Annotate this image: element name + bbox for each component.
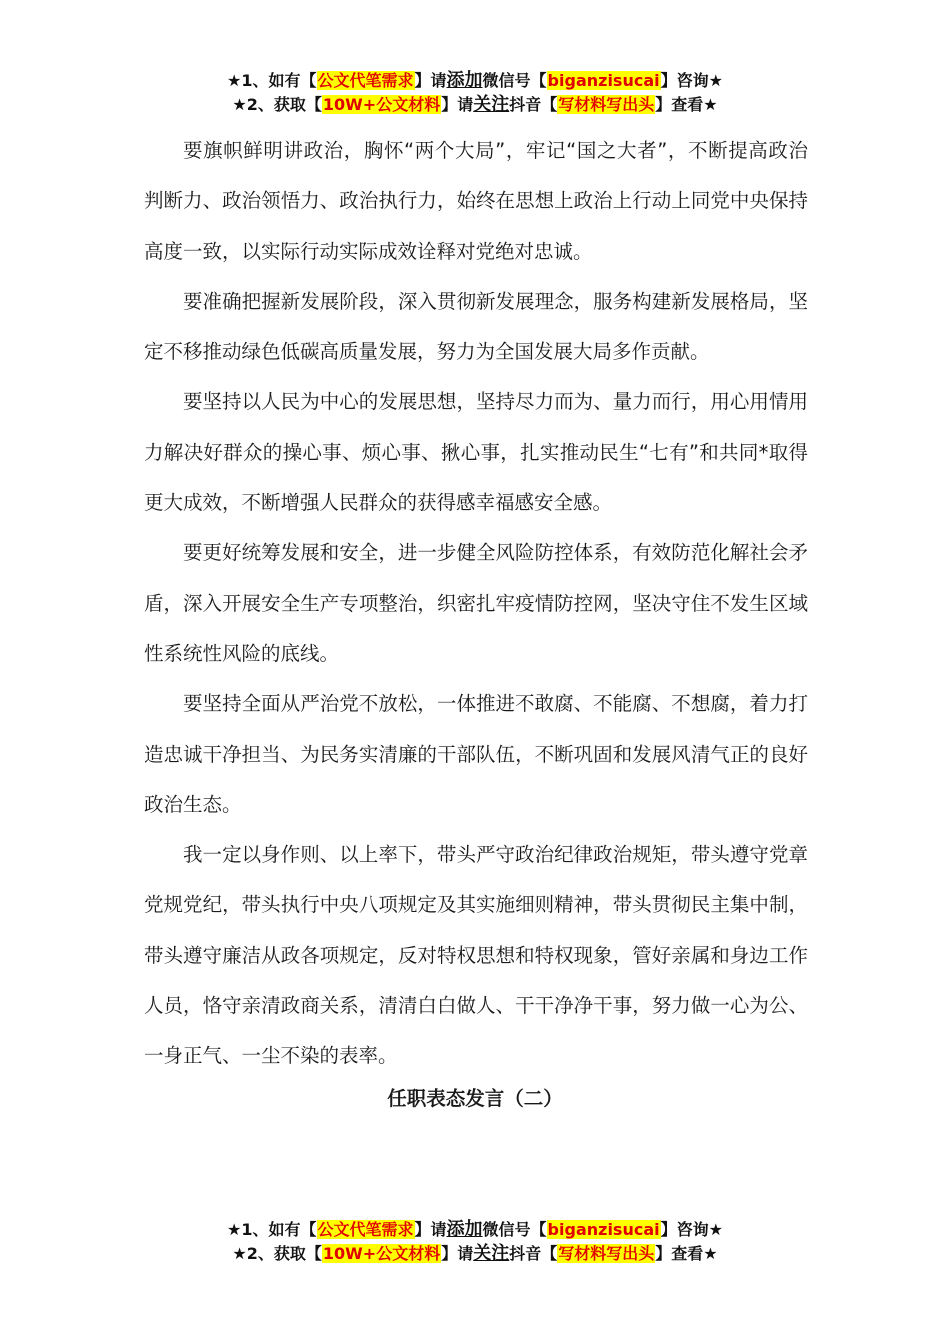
paragraph: 我一定以身作则、以上率下，带头严守政治纪律政治规矩，带头遵守党章党规党纪，带头执行中央八项规定及其实施细则精神，带头贯彻民主集中制，带头遵守廉洁从政各项规定，反对特权思想和特权现象，管好亲属和身边工作人员，恪守亲清政商关系，清清白白做人、干干净净干事，努力做一心为公、一身正气、一尘不染的表率。 <box>144 843 808 1068</box>
highlight-douyin-account: 写材料写出头 <box>558 95 655 114</box>
paragraph: 要坚持以人民为中心的发展思想，坚持尽力而为、量力而行，用心用情用力解决好群众的操心事、烦心事、揪心事，扎实推动民生“七有”和共同*取得更大成效，不断增强人民群众的获得感幸福感安全感。 <box>144 390 808 515</box>
highlight-wechat-id: biganzisucai <box>547 71 660 90</box>
star-icon: ★ <box>232 95 247 114</box>
highlight-materials: 10W+公文材料 <box>322 1244 441 1263</box>
banner-line-1: ★1、如有【公文代笔需求】请添加微信号【biganzisucai】咨询★ <box>227 1219 723 1240</box>
footer-banner <box>0 1218 950 1266</box>
banner-line-2: ★2、获取【10W+公文材料】请关注抖音【写材料写出头】查看★ <box>232 94 718 115</box>
paragraph: 要坚持全面从严治党不放松，一体推进不敢腐、不能腐、不想腐，着力打造忠诚干净担当、为民务实清廉的干部队伍，不断巩固和发展风清气正的良好政治生态。 <box>144 692 808 816</box>
header-banner <box>0 69 950 117</box>
document-body <box>144 126 808 1082</box>
paragraph: 要准确把握新发展阶段，深入贯彻新发展理念，服务构建新发展格局，坚定不移推动绿色低碳高质量发展，努力为全国发展大局多作贡献。 <box>144 289 808 364</box>
banner-line-1: ★1、如有【公文代笔需求】请添加微信号【biganzisucai】咨询★ <box>227 70 723 91</box>
highlight-wechat-id: biganzisucai <box>547 1220 660 1239</box>
banner-line-2: ★2、获取【10W+公文材料】请关注抖音【写材料写出头】查看★ <box>232 1243 718 1264</box>
star-icon: ★ <box>232 1244 247 1263</box>
paragraph: 要更好统筹发展和安全，进一步健全风险防控体系，有效防范化解社会矛盾，深入开展安全生产专项整治，织密扎牢疫情防控网，坚决守住不发生区域性系统性风险的底线。 <box>144 541 808 665</box>
highlight-service: 公文代笔需求 <box>317 71 414 90</box>
highlight-materials: 10W+公文材料 <box>322 95 441 114</box>
section-heading: 任职表态发言（二） <box>387 1087 563 1110</box>
paragraph: 要旗帜鲜明讲政治，胸怀“两个大局”，牢记“国之大者”，不断提高政治判断力、政治领悟力、政治执行力，始终在思想上政治上行动上同党中央保持高度一致，以实际行动实际成效诠释对党绝对忠诚。 <box>144 139 808 263</box>
star-icon: ★ <box>227 71 242 90</box>
highlight-service: 公文代笔需求 <box>317 1220 414 1239</box>
highlight-douyin-account: 写材料写出头 <box>558 1244 655 1263</box>
star-icon: ★ <box>227 1220 242 1239</box>
